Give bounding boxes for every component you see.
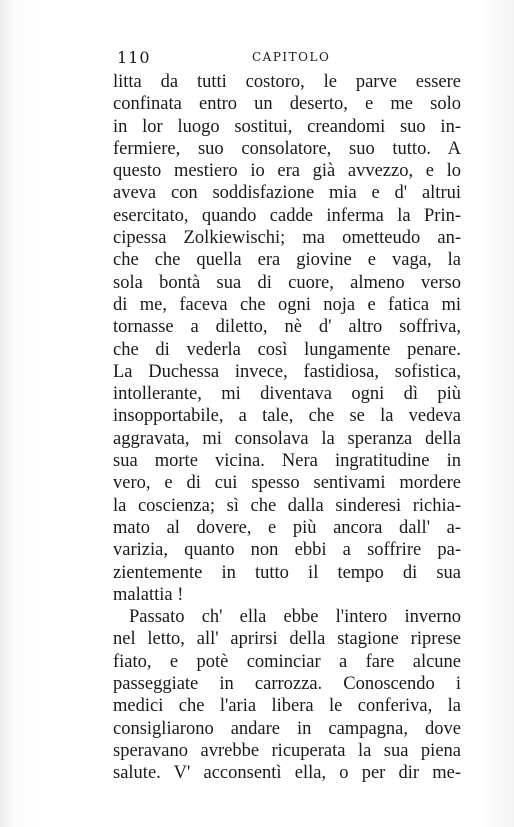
text-line: speravano avrebbe ricuperata la sua piena — [113, 740, 461, 761]
text-line: la coscienza; sì che dalla sinderesi richia- — [113, 495, 461, 516]
text-line: litta da tutti costoro, le parve essere — [113, 72, 461, 92]
text-line: Passato ch' ella ebbe l'intero inverno — [129, 607, 461, 628]
text-line: insopportabile, a tale, che se la vedeva — [113, 406, 461, 427]
text-line: intollerante, mi diventava ogni dì più — [113, 384, 461, 405]
text-line: questo mestiero io era già avvezzo, e lo — [113, 161, 461, 182]
text-line: aggravata, mi consolava la speranza della — [113, 428, 461, 449]
text-line: vero, e di cui spesso sentivami mordere — [113, 473, 461, 494]
text-line: varizia, quanto non ebbi a soffrire pa- — [113, 540, 461, 561]
text-line: nel letto, all' aprirsi della stagione riprese — [113, 629, 461, 650]
text-line: zientemente in tutto il tempo di sua — [113, 562, 461, 583]
text-line: tornasse a diletto, nè d' altro soffriva, — [113, 317, 461, 338]
paragraph-1 — [113, 71, 461, 606]
text-line: mato al dovere, e più ancora dall' a- — [113, 517, 461, 538]
text-line: sua morte vicina. Nera ingratitudine in — [113, 451, 461, 472]
paragraph-2 — [113, 606, 461, 784]
running-head: CAPITOLO — [252, 50, 331, 64]
text-line: esercitato, quando cadde inferma la Prin- — [113, 205, 461, 226]
text-line: confinata entro un deserto, e me solo — [113, 94, 461, 115]
text-line: malattia ! — [113, 584, 184, 605]
text-line: cipessa Zolkiewischi; ma ometteudo an- — [113, 228, 461, 249]
text-line: aveva con soddisfazione mia e d' altrui — [113, 183, 461, 204]
text-line: di me, faceva che ogni noja e fatica mi — [113, 294, 461, 315]
text-line: in lor luogo sostitui, creandomi suo in- — [113, 116, 461, 137]
text-line: La Duchessa invece, fastidiosa, sofistica, — [113, 361, 461, 382]
text-line: salute. V' acconsentì ella, o per dir me- — [113, 763, 461, 784]
text-line: consigliarono andare in campagna, dove — [113, 718, 461, 739]
text-block — [113, 44, 461, 785]
text-line: fiato, e potè cominciar a fare alcune — [113, 651, 461, 672]
text-line: sola bontà sua di cuore, almeno verso — [113, 272, 461, 293]
text-line: fermiere, suo consolatore, suo tutto. A — [113, 138, 461, 159]
page-header — [113, 44, 461, 71]
text-line: medici che l'aria libera le conferiva, la — [113, 696, 461, 717]
page-number: 110 — [117, 48, 151, 67]
text-line: che di vederla così lungamente penare. — [113, 339, 461, 360]
text-line: che che quella era giovine e vaga, la — [113, 250, 461, 271]
text-line: passeggiate in carrozza. Conoscendo i — [113, 674, 461, 695]
